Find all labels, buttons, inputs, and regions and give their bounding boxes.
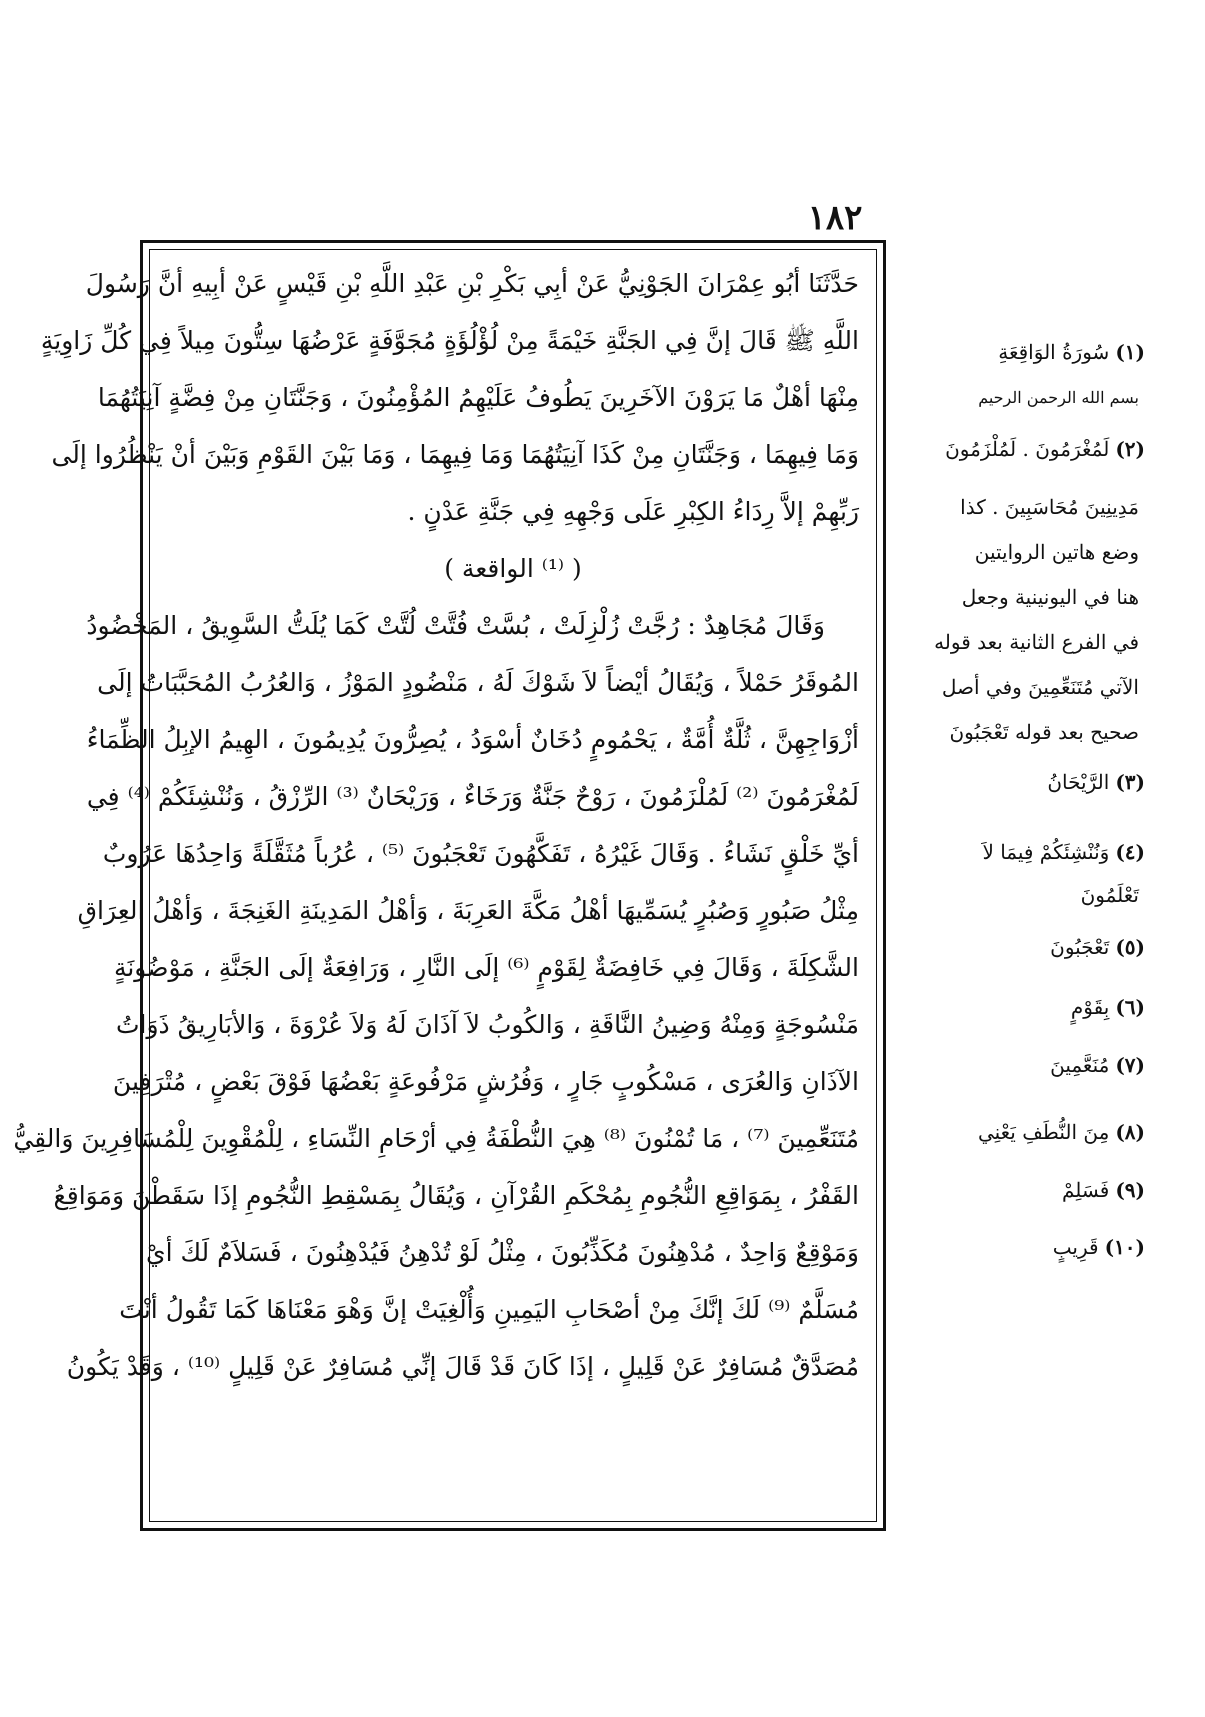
margin-note <box>890 770 1145 794</box>
note-number: (١) <box>1115 340 1145 364</box>
note-text: الآتي مُتَنَعِّمِينَ وفي أصل <box>941 675 1139 699</box>
note-number: (٣) <box>1115 770 1145 794</box>
note-text: وَنُنْشِئَكُمْ فِيمَا لاَ <box>982 840 1110 864</box>
text-line: مُتَنَعِّمِينَ ⁽⁷⁾ ، مَا تُمْنُونَ ⁽⁸⁾ هِيَ النُّطْفَةُ فِي أرْحَامِ النِّسَاءِ ، لِلْمُقْوِينَ لِلْمُسَافِرِينَ وَالقِيُّ <box>13 1124 859 1153</box>
chapter-heading: ( ⁽¹⁾ الواقعة ) <box>444 554 582 583</box>
margin-note <box>890 720 1145 744</box>
margin-note <box>890 995 1145 1019</box>
text-line: مَنْسُوجَةٍ وَمِنْهُ وَضِينُ النَّاقَةِ ، وَالكُوبُ لاَ آذَانَ لَهُ وَلاَ عُرْوَةَ ، وَالأبَارِيقُ ذَوَاتُ <box>115 1010 859 1039</box>
margin-note <box>890 630 1145 654</box>
text-line: اللَّهِ ﷺ قَالَ إنَّ فِي الجَنَّةِ خَيْمَةً مِنْ لُؤْلُؤَةٍ مُجَوَّفَةٍ عَرْضُهَا سِتُّونَ مِيلاً فِي كُلِّ زَاوِيَةٍ <box>40 326 859 355</box>
text-line: الشَّكِلَةَ ، وَقَالَ فِي خَافِضَةٌ لِقَوْمٍ ⁽⁶⁾ إلَى النَّارِ ، وَرَافِعَةٌ إلَى الجَنَّةِ ، مَوْضُونَةٍ <box>113 953 859 982</box>
note-text: فَسَلِمْ <box>1061 1178 1110 1202</box>
note-text: سُورَةُ الوَاقِعَةِ <box>998 340 1110 364</box>
text-line: وَمَا فِيهِمَا ، وَجَنَّتَانِ مِنْ كَذَا آنِيَتُهُمَا وَمَا فِيهِمَا ، وَمَا بَيْنَ القَوْمِ وَبَيْنَ أنْ يَنْظُرُوا إلَى <box>51 440 859 469</box>
note-text: قَرِيبٍ <box>1052 1235 1099 1259</box>
margin-note <box>890 1235 1145 1259</box>
text-line: وَمَوْقِعٌ وَاحِدٌ ، مُدْهِنُونَ مُكَذِّبُونَ ، مِثْلُ لَوْ تُدْهِنُ فَيُدْهِنُونَ ، فَسَلاَمٌ لَكَ أيْ <box>146 1238 859 1267</box>
margin-note <box>890 1053 1145 1077</box>
note-text: صحيح بعد قوله تَعْجَبُونَ <box>949 720 1139 744</box>
note-text: هنا في اليونينية وجعل <box>961 585 1139 609</box>
note-number: (٨) <box>1115 1120 1145 1144</box>
margin-note <box>890 840 1145 864</box>
note-text: في الفرع الثانية بعد قوله <box>934 630 1139 654</box>
note-text: لَمُغْرَمُونَ . لَمُلْزَمُونَ <box>945 437 1110 461</box>
note-text: بِقَوْمٍ <box>1070 995 1110 1019</box>
note-text: وضع هاتين الروايتين <box>974 540 1139 564</box>
text-line: حَدَّثَنَا أبُو عِمْرَانَ الجَوْنِيُّ عَنْ أبِي بَكْرِ بْنِ عَبْدِ اللَّهِ بْنِ قَيْسٍ عَنْ أبِيهِ أنَّ رَسُولَ <box>85 269 859 298</box>
note-number: (٩) <box>1115 1178 1145 1202</box>
text-line: مِنْهَا أهْلٌ مَا يَرَوْنَ الآخَرِينَ يَطُوفُ عَلَيْهِمُ المُؤْمِنُونَ ، وَجَنَّتَانِ مِنْ فِضَّةٍ آنِيَتُهُمَا <box>97 383 859 412</box>
margin-note <box>890 585 1145 609</box>
note-number: (٧) <box>1115 1053 1145 1077</box>
note-text: الرَّيْحَانُ <box>1047 770 1110 794</box>
margin-note <box>890 1120 1145 1144</box>
note-text: مُنَعَّمِينَ <box>1050 1053 1110 1077</box>
text-line: أزْوَاجِهِنَّ ، ثُلَّةٌ أُمَّةٌ ، يَحْمُومٍ دُخَانٌ أسْوَدُ ، يُصِرُّونَ يُدِيمُونَ ، الهِيمُ الإبِلُ الظِّمَاءُ <box>86 725 859 754</box>
note-text: تَعْلَمُونَ <box>1080 883 1139 907</box>
note-text: بسم الله الرحمن الرحيم <box>978 388 1139 407</box>
margin-note <box>890 883 1145 907</box>
margin-note <box>890 340 1145 364</box>
text-line: أيِّ خَلْقٍ نَشَاءُ . وَقَالَ غَيْرُهُ ، تَفَكَّهُونَ تَعْجَبُونَ ⁽⁵⁾ ، عُرُباً مُثَقَّلَةً وَاحِدُهَا عَرُوبٌ <box>102 839 859 868</box>
main-text <box>13 255 859 1395</box>
page-number: ١٨٢ <box>807 198 863 238</box>
note-text: مَدِينِينَ مُحَاسَبِينَ . كذا <box>960 495 1139 519</box>
text-line: وَقَالَ مُجَاهِدٌ : رُجَّتْ زُلْزِلَتْ ، بُسَّتْ فُتَّتْ لُتَّتْ كَمَا يُلَتُّ السَّوِيقُ ، المَخْضُودُ <box>86 611 825 640</box>
margin-note <box>890 935 1145 959</box>
margin-note <box>890 437 1145 461</box>
text-line: المُوقَرُ حَمْلاً ، وَيُقَالُ أيْضاً لاَ شَوْكَ لَهُ ، مَنْضُودٍ المَوْزُ ، وَالعُرُبُ المُحَبَّبَاتُ إلَى <box>97 668 859 697</box>
text-line: مِثْلُ صَبُورٍ وَصُبُرٍ يُسَمِّيهَا أهْلُ مَكَّةَ العَرِبَةَ ، وَأهْلُ المَدِينَةِ الغَنِجَةَ ، وَأهْلُ العِرَاقِ <box>77 896 859 925</box>
note-number: (٥) <box>1115 935 1145 959</box>
text-frame <box>13 240 886 1531</box>
margin-note <box>890 540 1145 564</box>
margin-note <box>890 675 1145 699</box>
text-line: مُسَلَّمٌ ⁽⁹⁾ لَكَ إنَّكَ مِنْ أصْحَابِ اليَمِينِ وَأُلْغِيَتْ إنَّ وَهْوَ مَعْنَاهَا كَمَا تَقُولُ أنْتَ <box>119 1295 859 1324</box>
text-line: مُصَدَّقٌ مُسَافِرٌ عَنْ قَلِيلٍ ، إذَا كَانَ قَدْ قَالَ إنِّي مُسَافِرٌ عَنْ قَلِيلٍ ⁽¹⁰⁾ ، وَقَدْ يَكُونُ <box>66 1352 859 1381</box>
margin-note <box>890 388 1145 407</box>
text-line: رَبِّهِمْ إلاَّ رِدَاءُ الكِبْرِ عَلَى وَجْهِهِ فِي جَنَّةِ عَدْنٍ . <box>407 497 859 526</box>
text-line: لَمُغْرَمُونَ ⁽²⁾ لَمُلْزَمُونَ ، رَوْحٌ جَنَّةٌ وَرَخَاءٌ ، وَرَيْحَانٌ ⁽³⁾ الرِّزْقُ ، وَنُنْشِئَكُمْ ⁽⁴⁾ فِي <box>86 782 859 811</box>
note-number: (٤) <box>1115 840 1145 864</box>
note-text: مِنَ النُّطَفِ يَعْنِي <box>977 1120 1110 1144</box>
note-number: (٢) <box>1115 437 1145 461</box>
note-number: (١٠) <box>1104 1235 1145 1259</box>
note-number: (٦) <box>1115 995 1145 1019</box>
margin-note <box>890 495 1145 519</box>
text-line: الآذَانِ وَالعُرَى ، مَسْكُوبٍ جَارٍ ، وَفُرُشٍ مَرْفُوعَةٍ بَعْضُهَا فَوْقَ بَعْضٍ ، مُتْرَفِينَ <box>112 1067 859 1096</box>
margin-note <box>890 1178 1145 1202</box>
text-line: القَفْرُ ، بِمَوَاقِعِ النُّجُومِ بِمُحْكَمِ القُرْآنِ ، وَيُقَالُ بِمَسْقِطِ النُّجُومِ إذَا سَقَطْنَ وَمَوَاقِعُ <box>53 1181 859 1210</box>
note-text: تَعْجَبُونَ <box>1050 935 1110 959</box>
